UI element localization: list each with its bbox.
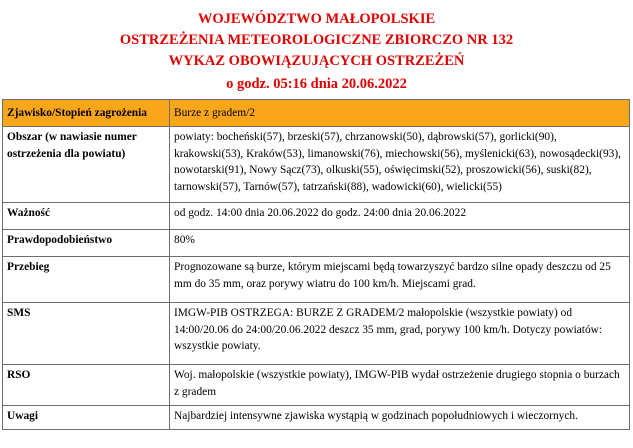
row-value: Najbardziej intensywne zjawiska wystąpią w godzinach popołudniowych i wieczornych. [170,406,630,430]
table-row-rso [3,365,630,406]
table-row-zjawisko [3,100,630,127]
row-value: powiaty: bocheński(57), brzeski(57), chrzanowski(50), dąbrowski(57), gorlicki(90), krakowski(53), Kraków(53), limanowski(76), miechowski(56), myślenicki(63), nowosądecki(93), nowotarski(91), Nowy Sącz(73), olkuski(55), oświęcimski(52), proszowicki(56), suski(82), tarnowski(57), Tarnów(57), tatrzański(88), wadowicki(60), wielicki(55) [170,127,630,203]
table-row-obszar [3,127,630,203]
row-label: Prawdopodobieństwo [3,230,170,257]
table-row-prawdopodobienstwo [3,230,630,257]
row-label: Przebieg [3,257,170,303]
row-value: Burze z gradem/2 [170,100,630,127]
warning-table [2,99,630,430]
row-label: Obszar (w nawiasie numer ostrzeżenia dla powiatu) [3,127,170,203]
header-region: WOJEWÓDZTWO MAŁOPOLSKIE [197,11,436,27]
row-value: Prognozowane są burze, którym miejscami będą towarzyszyć bardzo silne opady deszczu od 25 mm do 35 mm, oraz porywy wiatru do 100 km/h. Miejscami grad. [170,257,630,303]
row-label: Ważność [3,203,170,230]
table-row-uwagi [3,406,630,430]
header-list-title: WYKAZ OBOWIĄZUJĄCYCH OSTRZEŻEŃ [168,53,465,69]
header-timestamp: o godz. 05:16 dnia 20.06.2022 [226,76,407,92]
row-label: Zjawisko/Stopień zagrożenia [3,100,170,127]
row-label: SMS [3,303,170,365]
table-row-waznosc [3,203,630,230]
row-label: RSO [3,365,170,406]
table-row-przebieg [3,257,630,303]
row-value: od godz. 14:00 dnia 20.06.2022 do godz. 24:00 dnia 20.06.2022 [170,203,630,230]
row-value: Woj. małopolskie (wszystkie powiaty), IMGW-PIB wydał ostrzeżenie drugiego stopnia o burzach z gradem [170,365,630,406]
row-value: 80% [170,230,630,257]
header-bulletin-number: OSTRZEŻENIA METEOROLOGICZNE ZBIORCZO NR 132 [119,32,514,48]
table-row-sms [3,303,630,365]
row-value: IMGW-PIB OSTRZEGA: BURZE Z GRADEM/2 małopolskie (wszystkie powiaty) od 14:00/20.06 do 24:00/20.06.2022 deszcz 35 mm, grad, porywy 100 km/h. Dotyczy powiatów: wszystkie powiaty. [170,303,630,365]
row-label: Uwagi [3,406,170,430]
